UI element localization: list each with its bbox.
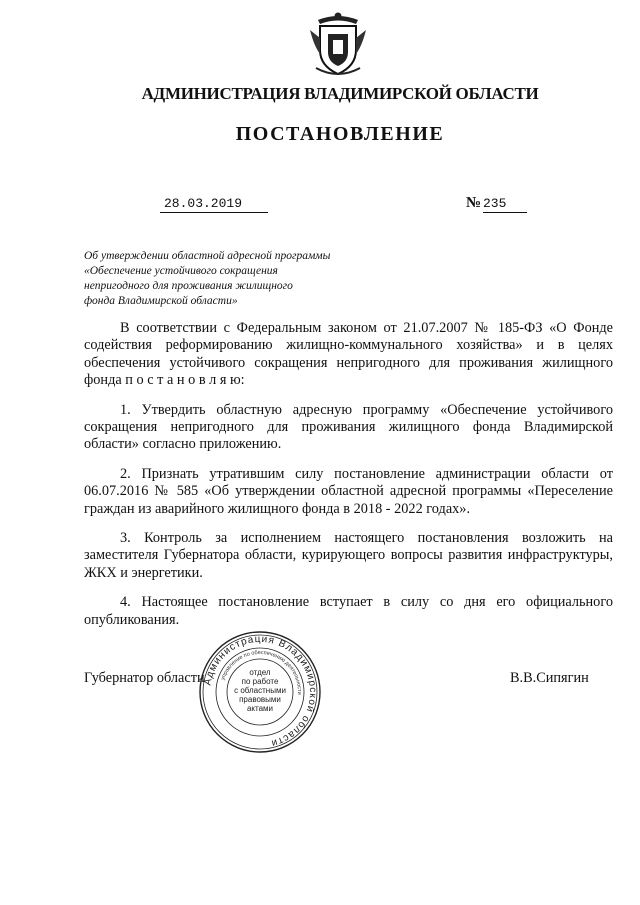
coat-of-arms-icon bbox=[306, 10, 370, 78]
body-paragraph-1: 1. Утвердить областную адресную программу «Обеспечение устойчивого сокращения непригодного для проживания жилищного фонда Владимирской области» согласно приложению. bbox=[84, 401, 613, 453]
signatory-position: Губернатор области bbox=[84, 670, 205, 686]
stamp-center-line: отдел bbox=[249, 668, 271, 677]
stamp-center-line: актами bbox=[246, 704, 274, 713]
stamp-ring-text: Администрация Владимирской области bbox=[202, 633, 319, 749]
body-paragraph-preamble: В соответствии с Федеральным законом от 21.07.2007 № 185-ФЗ «О Фонде содействия реформированию жилищно-коммунального хозяйства» и в целях обеспечения устойчивого сокращения непригодного для проживания жилищного фонда п о с т а н о в л я ю: bbox=[84, 320, 613, 389]
document-body bbox=[84, 320, 613, 641]
document-number: 235 bbox=[483, 196, 527, 213]
organization-name: АДМИНИСТРАЦИЯ ВЛАДИМИРСКОЙ ОБЛАСТИ bbox=[141, 84, 539, 103]
body-paragraph-2: 2. Признать утратившим силу постановление администрации области от 06.07.2016 № 585 «Об утверждении областной адресной программы «Переселение граждан из аварийного жилищного фонда в 2018 - 2022 годах». bbox=[84, 465, 613, 517]
document-date: 28.03.2019 bbox=[160, 196, 268, 213]
number-sign: № bbox=[466, 195, 482, 211]
subject-line: фонда Владимирской области» bbox=[84, 295, 238, 307]
body-paragraph-4: 4. Настоящее постановление вступает в силу со дня его официального опубликования. bbox=[84, 594, 613, 628]
subject-line: непригодного для проживания жилищного bbox=[84, 280, 293, 292]
signatory-name: В.В.Сипягин bbox=[510, 670, 589, 686]
stamp-center-line: с областными bbox=[234, 686, 286, 695]
stamp-inner-ring-text: управление по обеспечению деятельности bbox=[220, 649, 303, 695]
document-subject bbox=[84, 249, 384, 309]
stamp-center-line: по работе bbox=[241, 677, 279, 686]
body-paragraph-3: 3. Контроль за исполнением настоящего постановления возложить на заместителя Губернатора области, курирующего вопросы развития инфраструктуры, ЖКХ и энергетики. bbox=[84, 530, 613, 581]
document-type-title: ПОСТАНОВЛЕНИЕ bbox=[235, 123, 445, 145]
stamp-center-line: правовыми bbox=[239, 695, 281, 704]
subject-line: Об утверждении областной адресной программы bbox=[84, 250, 331, 262]
subject-line: «Обеспечение устойчивого сокращения bbox=[84, 265, 278, 277]
stamp-center-text bbox=[226, 668, 294, 713]
